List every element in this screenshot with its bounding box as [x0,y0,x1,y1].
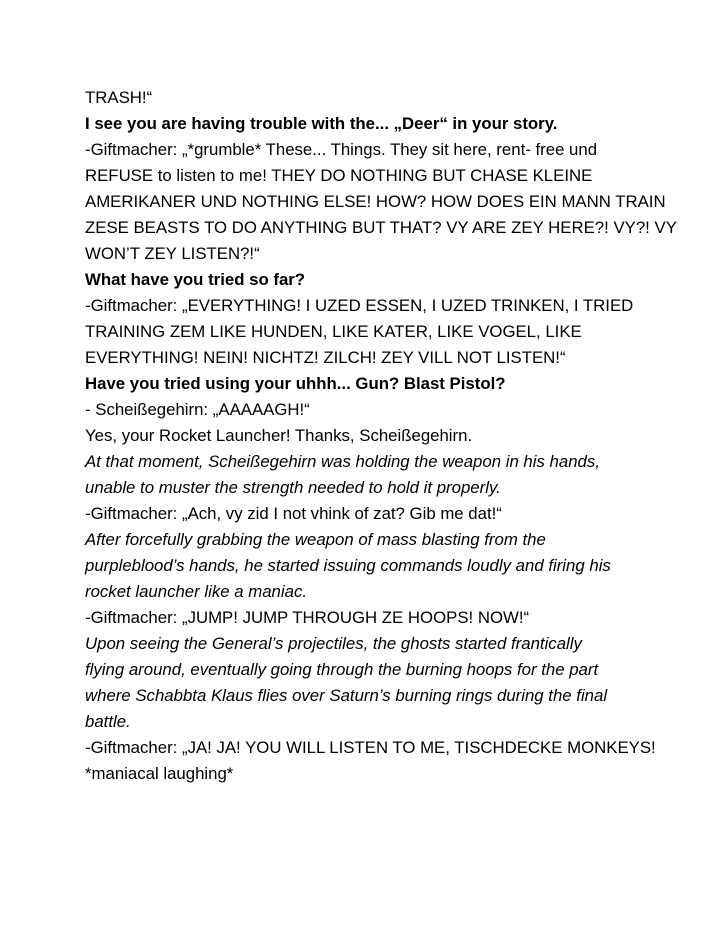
document-page [85,85,705,787]
text-line: After forcefully grabbing the weapon of mass blasting from the [85,530,546,549]
text-line: REFUSE to listen to me! THEY DO NOTHING BUT CHASE KLEINE [85,166,593,185]
text-line: At that moment, Scheißegehirn was holding the weapon in his hands, [85,452,600,471]
text-line: ZESE BEASTS TO DO ANYTHING BUT THAT? VY ARE ZEY HERE?! VY?! VY [85,218,677,237]
text-line: EVERYTHING! NEIN! NICHTZ! ZILCH! ZEY VILL NOT LISTEN!“ [85,348,566,367]
text-line: Have you tried using your uhhh... Gun? Blast Pistol? [85,374,506,393]
text-line: Yes, your Rocket Launcher! Thanks, Scheißegehirn. [85,426,473,445]
text-line: What have you tried so far? [85,270,306,289]
text-line: *maniacal laughing* [85,764,234,783]
text-line: battle. [85,712,131,731]
text-line: I see you are having trouble with the... „Deer“ in your story. [85,114,558,133]
text-line: AMERIKANER UND NOTHING ELSE! HOW? HOW DOES EIN MANN TRAIN [85,192,666,211]
text-line: -Giftmacher: „*grumble* These... Things. They sit here, rent- free und [85,140,598,159]
text-line: TRASH!“ [85,88,153,107]
text-line: -Giftmacher: „JA! JA! YOU WILL LISTEN TO ME, TISCHDECKE MONKEYS! [85,738,656,757]
text-line: purpleblood’s hands, he started issuing commands loudly and firing his [85,556,611,575]
text-line: -Giftmacher: „JUMP! JUMP THROUGH ZE HOOPS! NOW!“ [85,608,530,627]
text-line: -Giftmacher: „EVERYTHING! I UZED ESSEN, I UZED TRINKEN, I TRIED [85,296,634,315]
text-line: TRAINING ZEM LIKE HUNDEN, LIKE KATER, LIKE VOGEL, LIKE [85,322,582,341]
text-line: -Giftmacher: „Ach, vy zid I not vhink of zat? Gib me dat!“ [85,504,502,523]
text-line: WON’T ZEY LISTEN?!“ [85,244,260,263]
text-line: where Schabbta Klaus flies over Saturn’s burning rings during the final [85,686,608,705]
text-line: rocket launcher like a maniac. [85,582,307,601]
text-line: - Scheißegehirn: „AAAAAGH!“ [85,400,310,419]
text-line: flying around, eventually going through the burning hoops for the part [85,660,599,679]
text-line: Upon seeing the General’s projectiles, the ghosts started frantically [85,634,582,653]
text-line: unable to muster the strength needed to hold it properly. [85,478,501,497]
